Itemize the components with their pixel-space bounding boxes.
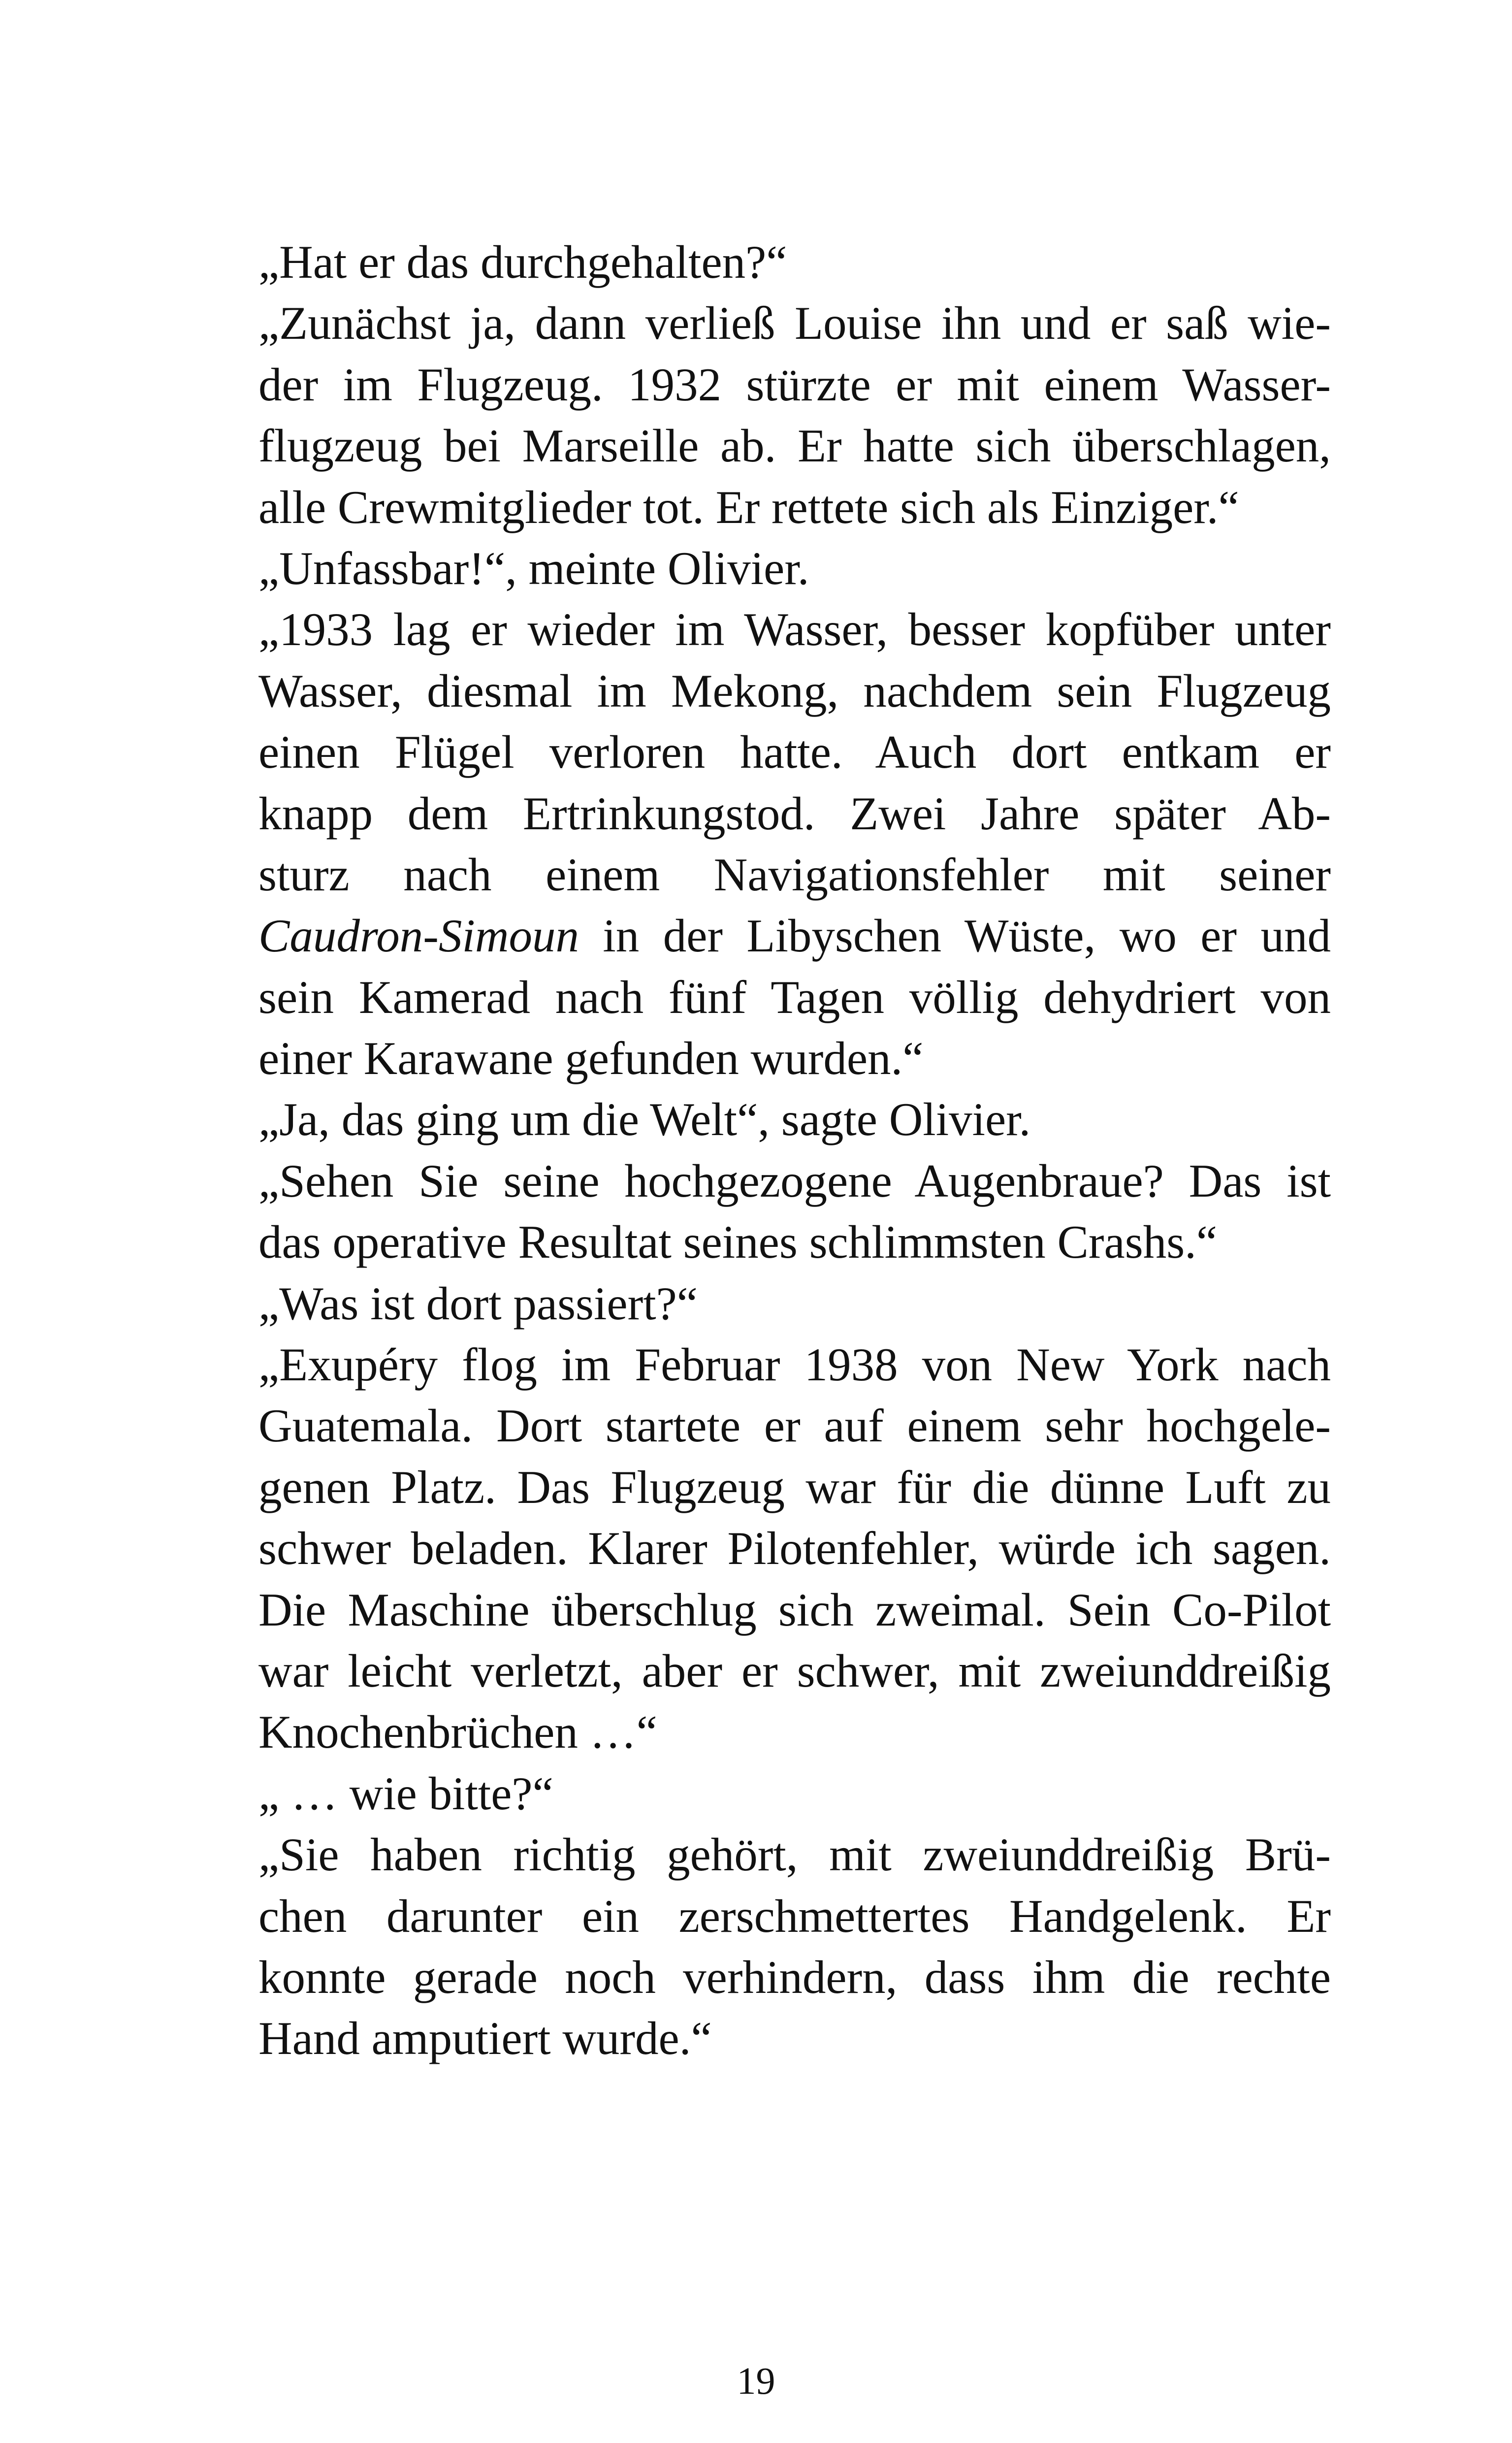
text-line: „Hat er das durchgehalten?“ [258,236,787,288]
page-number: 19 [737,2359,775,2402]
text-line: „Exupéry flog im Februar 1938 von New York nach [258,1338,1331,1391]
text-line: alle Crewmitglieder tot. Er rettete sich als Einziger.“ [258,481,1239,533]
text-line: schwer beladen. Klarer Pilotenfehler, würde ich sagen. [258,1522,1331,1575]
text-line: „Sie haben richtig gehört, mit zweiunddreißig Brü- [258,1828,1331,1881]
italic-aircraft-name: Caudron-Simoun [258,910,579,962]
text-line: konnte gerade noch verhindern, dass ihm die rechte [258,1951,1331,2003]
text-line: flugzeug bei Marseille ab. Er hatte sich überschlagen, [258,420,1331,472]
text-line: Hand amputiert wurde.“ [258,2012,712,2065]
text-line: einen Flügel verloren hatte. Auch dort entkam er [258,726,1331,779]
text-line-with-italic [258,905,1331,966]
text-line: „Unfassbar!“, meinte Olivier. [258,542,809,594]
text-line: genen Platz. Das Flugzeug war für die dünne Luft zu [258,1461,1331,1513]
text-line: „Was ist dort passiert?“ [258,1277,698,1330]
body-text [258,231,1331,2069]
text-line: „1933 lag er wieder im Wasser, besser kopfüber unter [258,603,1331,656]
text-line: sein Kamerad nach fünf Tagen völlig dehydriert von [258,971,1331,1023]
text-line: war leicht verletzt, aber er schwer, mit zweiunddreißig [258,1644,1331,1697]
text-line: „Zunächst ja, dann verließ Louise ihn und er saß wie- [258,297,1331,350]
text-line: Wasser, diesmal im Mekong, nachdem sein Flugzeug [258,664,1331,717]
text-line: „Sehen Sie seine hochgezogene Augenbraue? Das ist [258,1154,1331,1207]
text-line: sturz nach einem Navigationsfehler mit seiner [258,848,1331,901]
text-line: „Ja, das ging um die Welt“, sagte Olivier. [258,1093,1031,1146]
text-line: knapp dem Ertrinkungstod. Zwei Jahre später Ab- [258,787,1331,840]
text-line: einer Karawane gefunden wurden.“ [258,1032,924,1085]
text-line: Knochenbrüchen …“ [258,1706,657,1759]
text-line: der im Flugzeug. 1932 stürzte er mit einem Wasser- [258,358,1331,411]
text-line-remainder: in der Libyschen Wüste, wo er und [579,910,1331,962]
text-line: das operative Resultat seines schlimmsten Crashs.“ [258,1216,1218,1269]
text-line: chen darunter ein zerschmettertes Handgelenk. Er [258,1889,1331,1942]
text-line: Die Maschine überschlug sich zweimal. Sein Co-Pilot [258,1583,1331,1636]
text-line: „ … wie bitte?“ [258,1767,553,1820]
text-line: Guatemala. Dort startete er auf einem sehr hochgele- [258,1400,1331,1452]
